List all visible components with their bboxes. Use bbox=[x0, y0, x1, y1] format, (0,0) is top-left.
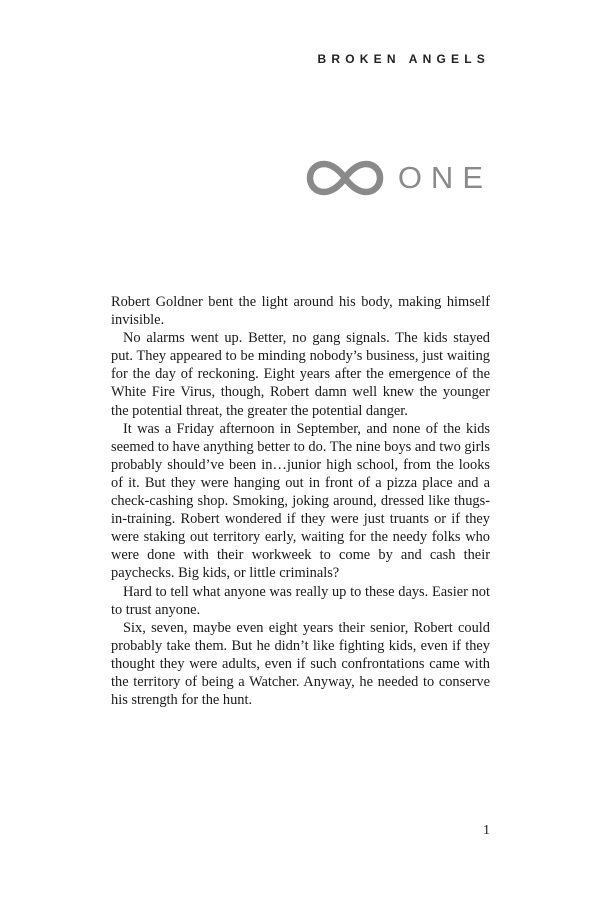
paragraph: Six, seven, maybe even eight years their senior, Robert could probably take them. But he didn’t like fighting kids, even if they thought they were adults, even if such confrontations came with the territory of being a Watcher. Anyway, he needed to conserve his strength for the hunt. bbox=[111, 619, 490, 709]
paragraph: It was a Friday afternoon in September, and none of the kids seemed to have anything better to do. The nine boys and two girls probably should’ve been in…junior high school, from the looks of it. But they were hanging out in front of a pizza place and a check-cashing shop. Smoking, joking around, dressed like thugs-in-training. Robert wondered if they were just truants or if they were staking out territory early, waiting for the needy folks who were done with their workweek to come by and cash their paychecks. Big kids, or little criminals? bbox=[111, 420, 491, 582]
chapter-heading bbox=[306, 158, 492, 198]
paragraph: Hard to tell what anyone was really up to these days. Easier not to trust anyone. bbox=[111, 583, 490, 618]
body-text bbox=[111, 293, 490, 709]
page-number: 1 bbox=[483, 823, 490, 838]
paragraph: No alarms went up. Better, no gang signals. The kids stayed put. They appeared to be minding nobody’s business, just waiting for the day of reckoning. Eight years after the emergence of the White Fire Virus, though, Robert damn well knew the younger the potential threat, the greater the potential danger. bbox=[111, 330, 490, 419]
running-head: BROKEN ANGELS bbox=[317, 52, 490, 66]
chapter-title: ONE bbox=[397, 160, 492, 195]
infinity-icon bbox=[306, 158, 384, 198]
paragraph: Robert Goldner bent the light around his body, making himself invisible. bbox=[111, 294, 490, 329]
